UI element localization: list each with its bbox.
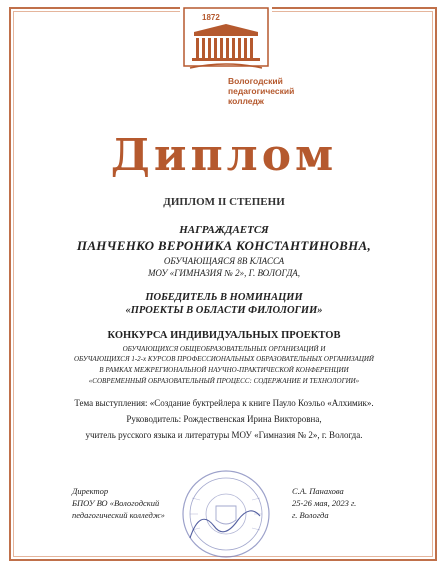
winner-line: ПОБЕДИТЕЛЬ В НОМИНАЦИИ (145, 292, 303, 303)
position-line1: Директор (72, 486, 109, 496)
contest-title: КОНКУРСА ИНДИВИДУАЛЬНЫХ ПРОЕКТОВ (107, 330, 341, 341)
recipient-name: ПАНЧЕНКО ВЕРОНИКА КОНСТАНТИНОВНА, (76, 238, 372, 253)
event-city: г. Вологда (292, 510, 329, 520)
supervisor-role-line: учитель русского языка и литературы МОУ «Гимназия № 2», г. Вологда. (85, 430, 363, 440)
participants-line1: ОБУЧАЮЩИХСЯ ОБЩЕОБРАЗОВАТЕЛЬНЫХ ОРГАНИЗАЦИЙ И (122, 345, 326, 353)
logo-year: 1872 (202, 13, 220, 22)
college-name-line1: Вологодский (228, 76, 283, 86)
diploma-title: Диплом (110, 130, 338, 181)
diploma-degree: ДИПЛОМ II СТЕПЕНИ (163, 196, 285, 208)
college-name-line3: колледж (228, 96, 264, 106)
signer-name: С.А. Панахова (292, 486, 344, 496)
supervisor-line: Руководитель: Рождественская Ирина Викторовна, (126, 414, 322, 424)
participants-line4: «СОВРЕМЕННЫЙ ОБРАЗОВАТЕЛЬНЫЙ ПРОЦЕСС: СОДЕРЖАНИЕ И ТЕХНОЛОГИИ» (88, 377, 360, 385)
nomination: «ПРОЕКТЫ В ОБЛАСТИ ФИЛОЛОГИИ» (125, 305, 323, 316)
position-line2: БПОУ ВО «Вологодский (72, 498, 160, 508)
event-dates: 25-26 мая, 2023 г. (292, 498, 357, 508)
signature-signer (292, 485, 356, 521)
participants-line3: В РАМКАХ МЕЖРЕГИОНАЛЬНОЙ НАУЧНО-ПРАКТИЧЕСКОЙ КОНФЕРЕНЦИИ (99, 366, 349, 374)
signature-position (72, 485, 165, 521)
participants-line2: ОБУЧАЮЩИХСЯ 1-2-х КУРСОВ ПРОФЕССИОНАЛЬНЫХ ОБРАЗОВАТЕЛЬНЫХ ОРГАНИЗАЦИЙ (74, 355, 374, 363)
position-line3: педагогический колледж» (72, 510, 165, 520)
topic-line: Тема выступления: «Создание буктрейлера к книге Пауло Коэльо «Алхимик». (74, 398, 374, 408)
college-logo (180, 2, 272, 74)
awarded-label: НАГРАЖДАЕТСЯ (179, 224, 269, 236)
recipient-class: ОБУЧАЮЩАЯСЯ 8В КЛАССА (163, 256, 285, 266)
college-name (228, 76, 348, 106)
official-stamp (180, 468, 272, 560)
college-name-line2: педагогический (228, 86, 295, 96)
recipient-school: МОУ «ГИМНАЗИЯ № 2», Г. ВОЛОГДА, (147, 268, 301, 278)
